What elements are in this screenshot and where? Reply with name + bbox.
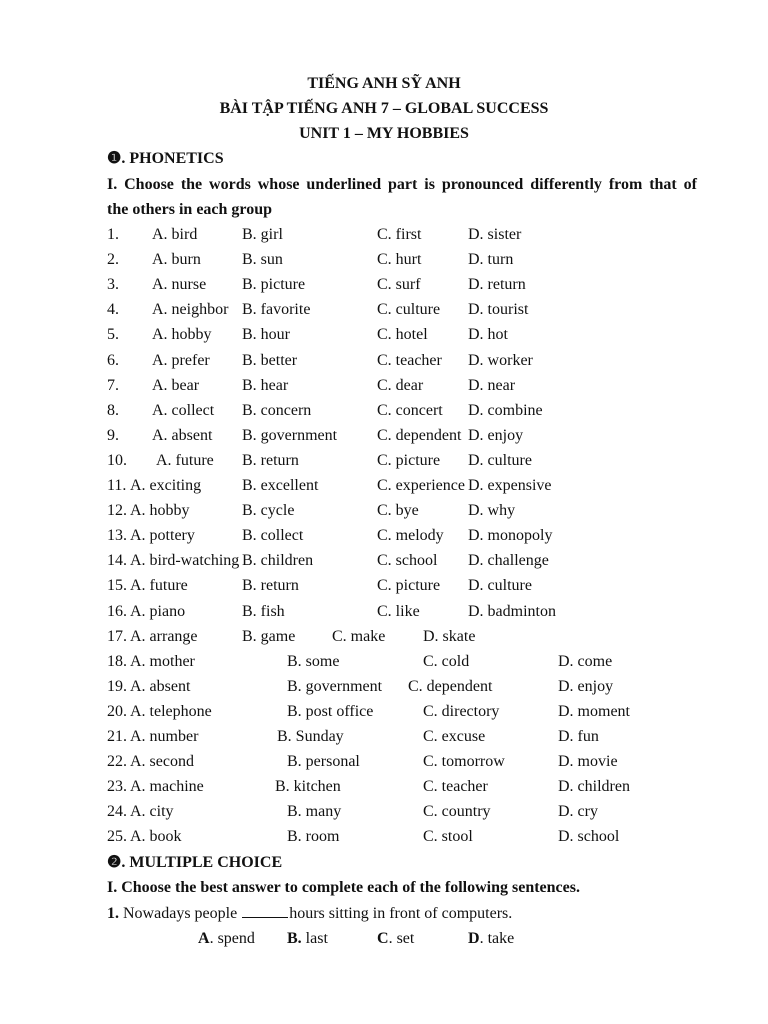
option-b[interactable]: B. many bbox=[287, 803, 342, 821]
phonetics-row bbox=[0, 677, 768, 697]
phonetics-row bbox=[0, 325, 768, 345]
phonetics-row bbox=[0, 727, 768, 747]
option-d[interactable]: D. return bbox=[468, 276, 526, 294]
option-a[interactable]: A. hobby bbox=[152, 326, 212, 344]
option-b[interactable]: B. Sunday bbox=[277, 728, 344, 745]
option-a[interactable]: A. neighbor bbox=[152, 301, 229, 319]
option-a[interactable]: A. hobby bbox=[130, 502, 190, 520]
question-number: 11. bbox=[107, 477, 127, 494]
option-c[interactable]: C. bye bbox=[377, 502, 419, 520]
phonetics-heading: ❶. PHONETICS bbox=[107, 150, 224, 167]
phonetics-row bbox=[0, 652, 768, 672]
option-b[interactable]: B. cycle bbox=[242, 502, 295, 520]
option-c[interactable]: C. dependent bbox=[408, 677, 493, 695]
phonetics-row bbox=[0, 526, 768, 546]
option-b[interactable]: B. collect bbox=[242, 527, 304, 545]
phonetics-row bbox=[0, 802, 768, 822]
option-b[interactable]: B. favorite bbox=[242, 301, 311, 319]
option-c[interactable]: C. dependent bbox=[377, 426, 462, 444]
question-1-options bbox=[0, 929, 768, 949]
option-c[interactable]: C. dear bbox=[377, 376, 424, 394]
option-d[interactable]: D. badminton bbox=[468, 602, 556, 620]
option-c[interactable]: C. hotel bbox=[377, 326, 428, 344]
option-c[interactable]: C. like bbox=[377, 602, 420, 620]
question-number: 8. bbox=[107, 401, 119, 419]
option-a[interactable]: A. nurse bbox=[152, 276, 207, 294]
option-b[interactable]: B. concern bbox=[242, 401, 312, 419]
option-d[interactable]: D. near bbox=[468, 376, 516, 394]
option-c[interactable]: C. set bbox=[377, 930, 415, 947]
question-number: 22. bbox=[107, 753, 127, 771]
option-b[interactable]: B. return bbox=[242, 451, 299, 469]
option-c[interactable]: C. country bbox=[423, 803, 491, 821]
phonetics-row bbox=[0, 827, 768, 847]
option-a[interactable]: A. number bbox=[130, 728, 199, 745]
option-d[interactable]: D. worker bbox=[468, 351, 533, 369]
option-a[interactable]: A. telephone bbox=[130, 702, 212, 720]
option-a[interactable]: A. absent bbox=[152, 426, 213, 444]
question-number: 9. bbox=[107, 426, 119, 444]
option-c[interactable]: C. teacher bbox=[377, 351, 442, 369]
option-c[interactable]: C. picture bbox=[377, 577, 441, 595]
phonetics-row bbox=[0, 752, 768, 772]
phonetics-row bbox=[0, 351, 768, 371]
option-a[interactable]: A. arrange bbox=[130, 627, 198, 645]
answer-blank[interactable] bbox=[242, 903, 288, 918]
option-d[interactable]: D. why bbox=[468, 502, 516, 520]
question-number: 23. bbox=[107, 778, 127, 796]
option-b[interactable]: B. some bbox=[287, 652, 340, 670]
option-d[interactable]: D. culture bbox=[468, 451, 532, 469]
question-number: 3. bbox=[107, 276, 119, 294]
phonetics-row bbox=[0, 551, 768, 571]
phonetics-row bbox=[0, 501, 768, 521]
question-number: 7. bbox=[107, 376, 119, 394]
option-b[interactable]: B. return bbox=[242, 577, 299, 595]
option-a[interactable]: A. piano bbox=[130, 602, 186, 620]
option-c[interactable]: C. concert bbox=[377, 401, 443, 419]
option-a[interactable]: A. spend bbox=[198, 930, 255, 947]
question-text: Nowadays people bbox=[119, 905, 242, 922]
question-number: 10. bbox=[107, 451, 127, 469]
question-number: 17. bbox=[107, 627, 127, 645]
option-c[interactable]: C. surf bbox=[377, 276, 421, 294]
option-b[interactable]: B. personal bbox=[287, 753, 360, 771]
option-d[interactable]: D. skate bbox=[423, 627, 476, 645]
option-c[interactable]: C. make bbox=[332, 627, 386, 645]
option-d[interactable]: D. come bbox=[558, 652, 613, 670]
option-a[interactable]: A. burn bbox=[152, 251, 201, 269]
question-number: 13. bbox=[107, 527, 127, 545]
option-c[interactable]: C. first bbox=[377, 226, 422, 243]
option-c[interactable]: C. tomorrow bbox=[423, 753, 505, 771]
option-a[interactable]: A. bird bbox=[152, 226, 198, 243]
phonetics-row bbox=[0, 426, 768, 446]
question-number: 1. bbox=[107, 905, 119, 922]
phonetics-instruction-cont: the others in each group bbox=[107, 201, 273, 218]
option-c[interactable]: C. experience bbox=[377, 477, 465, 494]
phonetics-row bbox=[0, 401, 768, 421]
question-number: 20. bbox=[107, 702, 127, 720]
phonetics-row bbox=[0, 702, 768, 722]
option-b[interactable]: B. room bbox=[287, 828, 340, 846]
option-a[interactable]: A. second bbox=[130, 753, 194, 771]
question-number: 21. bbox=[107, 728, 127, 745]
question-text-end: hours sitting in front of computers. bbox=[289, 905, 513, 922]
header-title: TIẾNG ANH SỸ ANH bbox=[307, 75, 461, 92]
question-number: 14. bbox=[107, 552, 127, 570]
question-number: 24. bbox=[107, 803, 127, 821]
option-b[interactable]: B. last bbox=[287, 930, 328, 947]
option-c[interactable]: C. stool bbox=[423, 828, 473, 846]
option-b[interactable]: B. government bbox=[242, 426, 338, 444]
multiple-choice-heading: ❷. MULTIPLE CHOICE bbox=[107, 854, 283, 871]
option-b[interactable]: B. sun bbox=[242, 251, 283, 269]
option-d[interactable]: D. movie bbox=[558, 753, 618, 771]
phonetics-row bbox=[0, 602, 768, 622]
option-d[interactable]: D. monopoly bbox=[468, 527, 553, 545]
question-number: 2. bbox=[107, 251, 119, 269]
option-b[interactable]: B. game bbox=[242, 627, 296, 645]
option-a[interactable]: A. book bbox=[130, 828, 182, 846]
phonetics-row bbox=[0, 476, 768, 496]
option-c[interactable]: C. cold bbox=[423, 652, 470, 670]
multiple-choice-instruction: I. Choose the best answer to complete each of the following sentences. bbox=[107, 879, 580, 896]
option-a[interactable]: A. exciting bbox=[130, 477, 202, 494]
option-d[interactable]: D. expensive bbox=[468, 477, 552, 494]
option-d[interactable]: D. enjoy bbox=[468, 426, 524, 444]
option-c[interactable]: C. culture bbox=[377, 301, 441, 319]
phonetics-row bbox=[0, 300, 768, 320]
option-c[interactable]: C. hurt bbox=[377, 251, 422, 269]
question-1 bbox=[107, 903, 512, 923]
phonetics-instruction: I. Choose the words whose underlined part is pronounced differently from that of bbox=[107, 176, 697, 193]
phonetics-row bbox=[0, 250, 768, 270]
option-d[interactable]: D. children bbox=[558, 778, 630, 796]
option-d[interactable]: D. school bbox=[558, 828, 620, 846]
question-number: 18. bbox=[107, 652, 127, 670]
option-d[interactable]: D. tourist bbox=[468, 301, 529, 319]
question-number: 4. bbox=[107, 301, 119, 319]
option-b[interactable]: B. government bbox=[287, 677, 383, 695]
option-d[interactable]: D. culture bbox=[468, 577, 532, 595]
option-b[interactable]: B. children bbox=[242, 552, 314, 570]
option-b[interactable]: B. excellent bbox=[242, 477, 319, 494]
option-b[interactable]: B. fish bbox=[242, 602, 285, 620]
option-c[interactable]: C. directory bbox=[423, 702, 500, 720]
phonetics-row bbox=[0, 275, 768, 295]
option-a[interactable]: A. pottery bbox=[130, 527, 195, 545]
question-number: 12. bbox=[107, 502, 127, 520]
option-c[interactable]: C. melody bbox=[377, 527, 444, 545]
question-number: 15. bbox=[107, 577, 127, 595]
question-number: 16. bbox=[107, 602, 127, 620]
option-a[interactable]: A. future bbox=[156, 451, 214, 469]
option-a[interactable]: A. collect bbox=[152, 401, 215, 419]
question-number: 1. bbox=[107, 226, 119, 243]
phonetics-row bbox=[0, 576, 768, 596]
option-c[interactable]: C. picture bbox=[377, 451, 441, 469]
option-d[interactable]: D. turn bbox=[468, 251, 514, 269]
option-d[interactable]: D. combine bbox=[468, 401, 543, 419]
option-a[interactable]: A. bird-watching bbox=[130, 552, 240, 570]
option-b[interactable]: B. girl bbox=[242, 226, 283, 243]
option-b[interactable]: B. better bbox=[242, 351, 298, 369]
phonetics-row bbox=[0, 627, 768, 647]
option-c[interactable]: C. teacher bbox=[423, 778, 488, 796]
option-d[interactable]: D. hot bbox=[468, 326, 508, 344]
unit-title: UNIT 1 – MY HOBBIES bbox=[299, 125, 469, 142]
option-b[interactable]: B. hour bbox=[242, 326, 290, 344]
option-d[interactable]: D. challenge bbox=[468, 552, 549, 570]
header-subtitle: BÀI TẬP TIẾNG ANH 7 – GLOBAL SUCCESS bbox=[219, 100, 549, 117]
phonetics-row bbox=[0, 376, 768, 396]
option-b[interactable]: B. hear bbox=[242, 376, 289, 394]
option-d[interactable]: D. cry bbox=[558, 803, 598, 821]
option-c[interactable]: C. school bbox=[377, 552, 438, 570]
option-a[interactable]: A. bear bbox=[152, 376, 200, 394]
option-a[interactable]: A. absent bbox=[130, 677, 191, 695]
option-d[interactable]: D. take bbox=[468, 930, 515, 947]
option-d[interactable]: D. enjoy bbox=[558, 677, 614, 695]
phonetics-row bbox=[0, 777, 768, 797]
option-a[interactable]: A. prefer bbox=[152, 351, 210, 369]
option-d[interactable]: D. fun bbox=[558, 728, 599, 745]
phonetics-row bbox=[0, 451, 768, 471]
option-b[interactable]: B. kitchen bbox=[275, 778, 341, 796]
option-a[interactable]: A. city bbox=[130, 803, 174, 821]
question-number: 19. bbox=[107, 677, 127, 695]
option-a[interactable]: A. mother bbox=[130, 652, 195, 670]
question-number: 5. bbox=[107, 326, 119, 344]
option-d[interactable]: D. moment bbox=[558, 702, 630, 720]
option-d[interactable]: D. sister bbox=[468, 226, 522, 243]
phonetics-row bbox=[0, 225, 768, 245]
option-b[interactable]: B. post office bbox=[287, 702, 374, 720]
question-number: 25. bbox=[107, 828, 127, 846]
option-a[interactable]: A. future bbox=[130, 577, 188, 595]
question-number: 6. bbox=[107, 351, 119, 369]
option-c[interactable]: C. excuse bbox=[423, 728, 486, 745]
option-a[interactable]: A. machine bbox=[130, 778, 204, 796]
option-b[interactable]: B. picture bbox=[242, 276, 306, 294]
